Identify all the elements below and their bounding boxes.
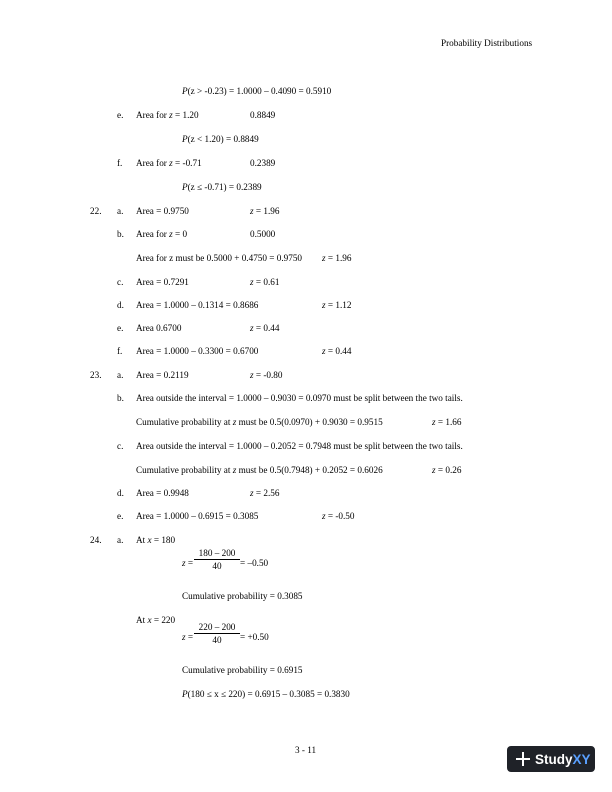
solution-line: P(180 ≤ x ≤ 220) = 0.6915 – 0.3085 = 0.3830: [182, 689, 350, 699]
item-label: e.: [117, 323, 124, 333]
solution-result: z = -0.80: [250, 370, 283, 380]
solution-line: At x = 220: [136, 615, 176, 625]
badge-xy-text: XY: [572, 751, 591, 767]
solution-line: Area = 0.9750: [136, 206, 189, 216]
item-label: a.: [117, 370, 124, 380]
solution-result: z = 1.66: [432, 417, 462, 427]
solution-line: Area for z = 0: [136, 229, 188, 239]
solution-line: P(z > -0.23) = 1.0000 – 0.4090 = 0.5910: [182, 86, 332, 96]
solution-line: Area = 1.0000 – 0.1314 = 0.8686: [136, 300, 259, 310]
solution-result: z = 0.26: [432, 465, 462, 475]
solution-line: P(z < 1.20) = 0.8849: [182, 134, 259, 144]
solution-value: 0.8849: [250, 110, 276, 120]
plus-icon: [516, 752, 530, 766]
studyxy-badge[interactable]: [507, 746, 595, 772]
solution-result: z = 1.96: [322, 253, 352, 263]
solution-line: Area for z = 1.20: [136, 110, 199, 120]
item-label: b.: [117, 229, 124, 239]
solution-line: Area for z = -0.71: [136, 158, 202, 168]
running-header: Probability Distributions: [441, 38, 533, 48]
solution-result: z = 0.44: [322, 346, 352, 356]
item-label: a.: [117, 535, 124, 545]
fraction-numerator: 180 – 200: [194, 547, 240, 560]
solution-line: Area = 0.2119: [136, 370, 189, 380]
item-label: a.: [117, 206, 124, 216]
solution-line: Area = 1.0000 – 0.6915 = 0.3085: [136, 511, 259, 521]
solution-line: Cumulative probability = 0.3085: [182, 591, 303, 601]
fraction-numerator: 220 – 200: [194, 621, 240, 634]
solution-line: Area outside the interval = 1.0000 – 0.2052 = 0.7948 must be split between the two tails.: [136, 441, 463, 451]
question-number: 22.: [90, 206, 102, 216]
solution-value: 0.2389: [250, 158, 276, 168]
question-number: 24.: [90, 535, 102, 545]
solution-result: z = -0.50: [322, 511, 355, 521]
solution-result: z = 0.44: [250, 323, 280, 333]
fraction-denominator: 40: [212, 635, 222, 645]
formula-lhs: z =: [182, 632, 194, 642]
solution-result: z = 2.56: [250, 488, 280, 498]
item-label: c.: [117, 277, 124, 287]
formula-rhs: = +0.50: [240, 632, 269, 642]
item-label: d.: [117, 300, 124, 310]
fraction-denominator: 40: [212, 561, 222, 571]
solution-result: z = 1.12: [322, 300, 352, 310]
solution-line: Cumulative probability at z must be 0.5(0.0970) + 0.9030 = 0.9515: [136, 417, 383, 427]
item-label: e.: [117, 110, 124, 120]
solution-line: Area = 0.7291: [136, 277, 189, 287]
item-label: f.: [117, 346, 123, 356]
formula-rhs: = –0.50: [240, 558, 269, 568]
page-number: 3 - 11: [295, 745, 317, 755]
solution-line: Area outside the interval = 1.0000 – 0.9030 = 0.0970 must be split between the two tails.: [136, 393, 463, 403]
badge-study-text: Study: [535, 751, 573, 767]
item-label: c.: [117, 441, 124, 451]
solution-result: z = 0.61: [250, 277, 280, 287]
solution-value: 0.5000: [250, 229, 276, 239]
solution-line: P(z ≤ -0.71) = 0.2389: [182, 182, 262, 192]
solution-line: Cumulative probability = 0.6915: [182, 665, 303, 675]
solution-result: z = 1.96: [250, 206, 280, 216]
item-label: d.: [117, 488, 124, 498]
fraction: [194, 547, 240, 572]
solution-line: Area = 1.0000 – 0.3300 = 0.6700: [136, 346, 259, 356]
question-number: 23.: [90, 370, 102, 380]
item-label: b.: [117, 393, 124, 403]
solution-line: Area for z must be 0.5000 + 0.4750 = 0.9750: [136, 253, 303, 263]
item-label: e.: [117, 511, 124, 521]
solution-line: Cumulative probability at z must be 0.5(0.7948) + 0.2052 = 0.6026: [136, 465, 383, 475]
item-label: f.: [117, 158, 123, 168]
formula-lhs: z =: [182, 558, 194, 568]
fraction: [194, 621, 240, 646]
solution-line: Area = 0.9948: [136, 488, 189, 498]
solution-line: Area 0.6700: [136, 323, 182, 333]
solution-line: At x = 180: [136, 535, 176, 545]
